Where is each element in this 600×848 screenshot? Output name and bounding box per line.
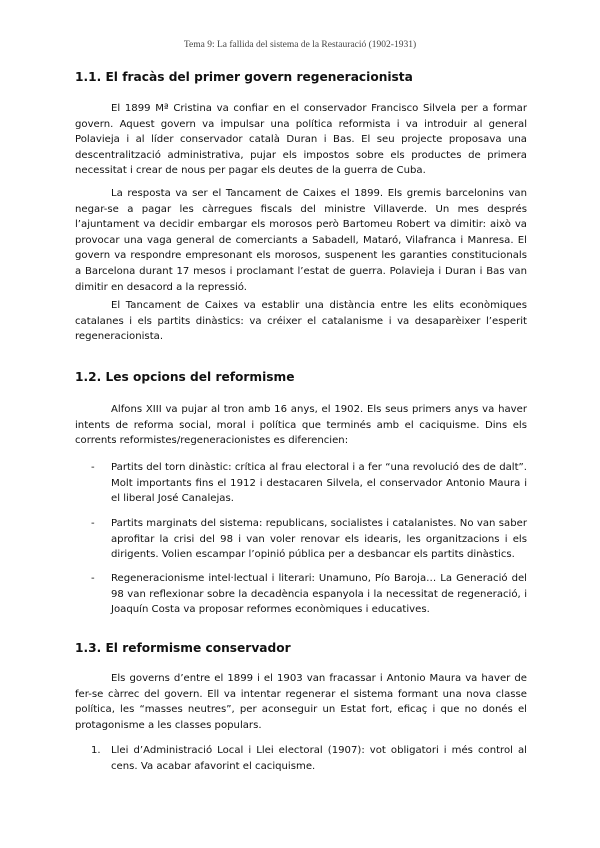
- running-header: Tema 9: La fallida del sistema de la Restauració (1902-1931): [183, 40, 417, 50]
- section-title-1-2: 1.2. Les opcions del reformisme: [75, 370, 295, 384]
- section-title-1-3: 1.3. El reformisme conservador: [75, 641, 291, 655]
- paragraph: Els governs d’entre el 1899 i el 1903 van fracassar i Antonio Maura va haver de fer-se càrrec del govern. Ell va intentar regenerar el sistema formant una nova classe política, les “masses neutres”, per aconseguir un Estat fort, eficaç i que no donés el protagonisme a les classes populars.: [75, 673, 527, 731]
- paragraph: Alfons XIII va pujar al tron amb 16 anys, el 1902. Els seus primers anys va haver intents de reforma social, moral i política que terminés amb el caciquisme. Dins els corrents reformistes/regeneracionistes es diferencien:: [75, 404, 527, 447]
- numbered-item-text: Llei d’Administració Local i Llei electoral (1907): vot obligatori i més control al cens. Va acabar afavorint el caciquisme.: [111, 745, 527, 772]
- bullet-marker: -: [91, 462, 95, 473]
- numbered-item: [75, 743, 527, 774]
- paragraph: El Tancament de Caixes va establir una distància entre les elits econòmiques catalanes i els partits dinàstics: va créixer el catalanisme i va desaparèixer l’esperit regeneracionista.: [75, 300, 527, 343]
- list-item-text: Partits marginats del sistema: republicans, socialistes i catalanistes. No van saber aprofitar la crisi del 98 i van voler renovar els idearis, les organitzacions i els dirigents. Volien escampar l’opinió pública per a desbancar els partits dinàstics.: [111, 518, 527, 561]
- section-title-1-1: 1.1. El fracàs del primer govern regeneracionista: [75, 70, 413, 84]
- bullet-marker: -: [91, 573, 95, 584]
- list-item-text: Partits del torn dinàstic: crítica al frau electoral i a fer “una revolució des de dalt”. Molt importants fins el 1912 i destacaren Silvela, el conservador Antonio Maura i el liberal José Canalejas.: [111, 462, 527, 505]
- list-item: [75, 516, 527, 563]
- paragraph: La resposta va ser el Tancament de Caixes el 1899. Els gremis barcelonins van negar-se a pagar les càrregues fiscals del ministre Villaverde. Un mes després l’ajuntament va decidir embargar els morosos però Bartomeu Robert va dimitir: això va provocar una vaga general de comerciants a Sabadell, Mataró, Vilafranca i Manresa. El govern va respondre empresonant els morosos, suspenent les garanties constitucionals a Barcelona durant 17 mesos i proclamant l’estat de guerra. Polavieja i Duran i Bas van dimitir en desacord a la repressió.: [75, 188, 527, 293]
- list-item-text: Regeneracionisme intel·lectual i literari: Unamuno, Pío Baroja… La Generació del 98 van reflexionar sobre la decadència espanyola i la necessitat de regeneració, i Joaquín Costa va proposar reformes econòmiques i educatives.: [111, 573, 527, 616]
- bullet-marker: -: [91, 518, 95, 529]
- list-item: [75, 571, 527, 618]
- number-marker: 1.: [91, 745, 101, 756]
- list-item: [75, 460, 527, 507]
- paragraph: El 1899 Mª Cristina va confiar en el conservador Francisco Silvela per a formar govern. Aquest govern va impulsar una política reformista i va introduir al general Polavieja i al líder conservador català Duran i Bas. El seu projecte proposava una descentralització administrativa, pujar els impostos sobre els productes de primera necessitat i crear de nous per pagar els deutes de la guerra de Cuba.: [75, 103, 527, 177]
